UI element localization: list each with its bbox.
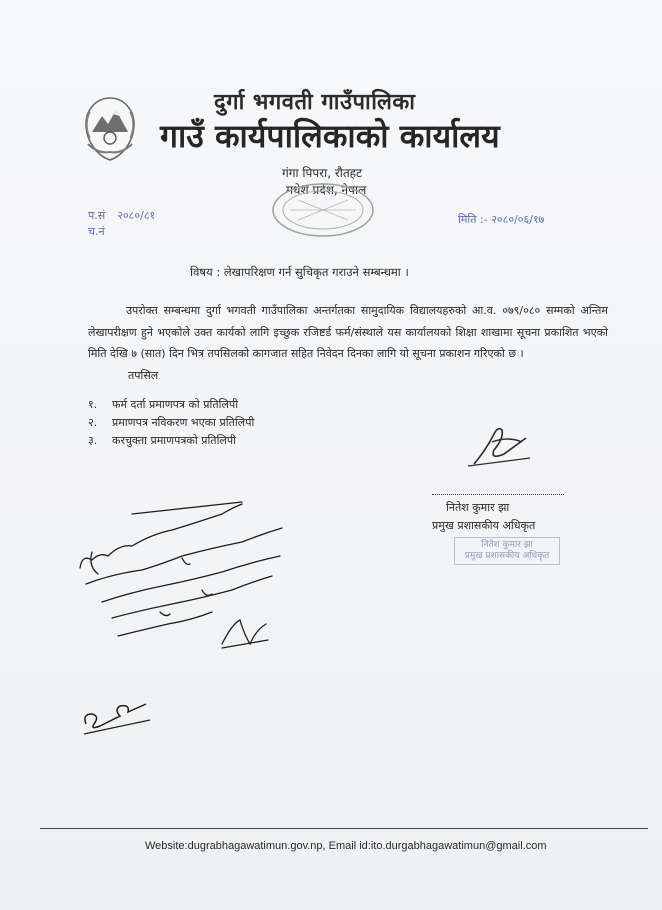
- subject-line: विषय : लेखापरिक्षण गर्न सुचिकृत गराउने सम्बन्धमा ।: [190, 265, 409, 279]
- office-name: गाउँ कार्यपालिकाको कार्यालय: [160, 117, 500, 155]
- municipality-name: दुर्गा भगवती गाउँपालिका: [214, 90, 416, 115]
- officer-rubber-stamp: [454, 537, 560, 565]
- handwritten-note: [72, 494, 312, 659]
- reference-number: [88, 208, 155, 223]
- stamp-title: प्रमुख प्रशासकीय अधिकृत: [464, 551, 550, 561]
- cn-label: च.नं: [88, 225, 105, 238]
- office-seal-stamp: [268, 180, 378, 240]
- list-item-text: करचुक्ता प्रमाणपत्रको प्रतिलिपी: [112, 434, 236, 447]
- list-item-number: २.: [88, 416, 98, 429]
- list-item: [88, 415, 254, 430]
- list-item-number: ३.: [88, 434, 98, 447]
- list-item-text: प्रमाणपत्र नविकरण भएका प्रतिलिपी: [112, 416, 255, 429]
- signatory-name: नितेश कुमार झा: [446, 501, 510, 514]
- list-item: [88, 397, 238, 412]
- list-item-text: फर्म दर्ता प्रमाणपत्र को प्रतिलिपी: [112, 398, 239, 411]
- body-paragraph: उपरोक्त सम्बन्धमा दुर्गा भगवती गाउँपालिका अन्तर्गतका सामुदायिक विद्यालयहरुको आ.व. ०७९/०८० सम्मको अन्तिम लेखापरीक्षण हुने भएकोले उक्त कार्यको लागि इच्छुक रजिष्टर्ड फर्म/संस्थाले यस कार्यालयको शिक्षा शाखामा सूचना प्रकाशित भएको मिति देखि ७ (सात) दिन भित्र तपसिलको कागजात सहित निवेदन दिनका लागि यो सूचना प्रकाशन गरिएको छ ।: [88, 304, 608, 360]
- details-heading: तपसिल: [128, 369, 159, 382]
- address-line-1: गंगा पिपरा, रौतहट: [282, 166, 363, 180]
- ps-label: प.सं: [88, 209, 106, 222]
- municipality-emblem-icon: [78, 92, 142, 164]
- signature-line: [432, 494, 564, 495]
- footer-divider: [40, 828, 648, 829]
- address-line-2: मधेश प्रदेश, नेपाल: [286, 183, 367, 197]
- officer-signature: [464, 420, 534, 470]
- letter-date: मिति :- २०८०/०६/१७: [458, 213, 545, 226]
- list-item-number: १.: [88, 398, 98, 411]
- stamp-name: नितेश कुमार झा: [481, 540, 533, 550]
- dispatch-number: [88, 224, 117, 239]
- handwritten-mark: [80, 690, 160, 740]
- footer-contact: Website:dugrabhagawatimun.gov.np, Email id:ito.durgabhagawatimun@gmail.com: [145, 840, 547, 852]
- signatory-title: प्रमुख प्रशासकीय अधिकृत: [432, 519, 536, 532]
- ps-value: २०८०/८१: [117, 209, 156, 222]
- list-item: [88, 433, 236, 448]
